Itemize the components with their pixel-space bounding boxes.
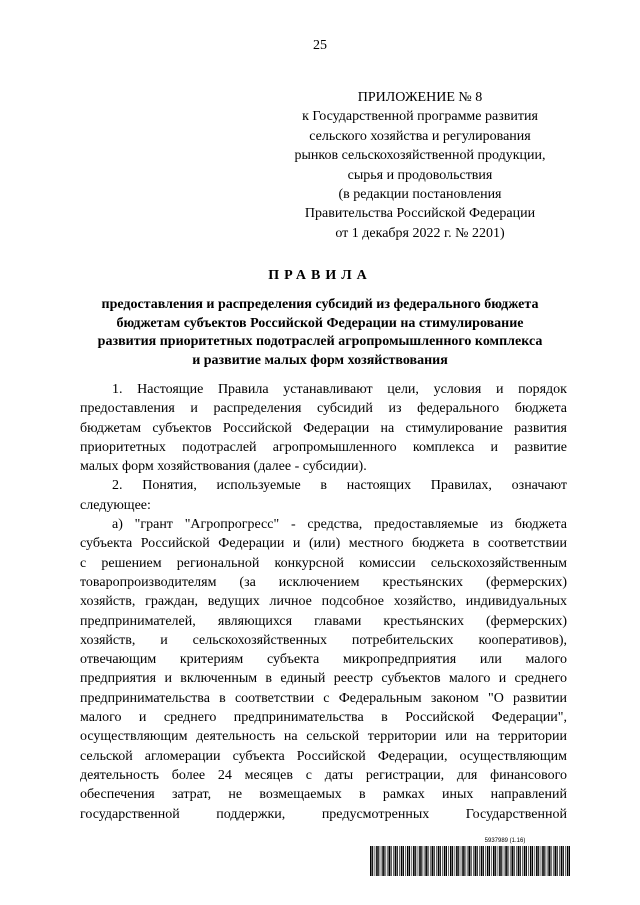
subtitle-line: развития приоритетных подотраслей агропромышленного комплекса — [97, 334, 543, 349]
paragraph — [80, 380, 567, 476]
paragraph-line: хозяйств, и сельскохозяйственных потребительских кооперативов), — [80, 632, 567, 648]
paragraph-line: 1. Настоящие Правила устанавливают цели, условия и порядок — [112, 382, 567, 397]
appendix-line: сельского хозяйства и регулирования — [309, 128, 531, 144]
paragraph-line: малого и среднего предпринимательства в Российской Федерации", — [80, 710, 567, 726]
page-number: 25 — [313, 38, 327, 53]
paragraph-line: предпринимательства в соответствии с Федеральным законом "О развитии — [80, 690, 567, 706]
appendix-block — [280, 88, 560, 243]
paragraph — [80, 515, 567, 824]
appendix-line: Правительства Российской Федерации — [304, 206, 536, 222]
paragraph-line: государственной поддержки, предусмотренных Государственной — [80, 806, 567, 822]
document-title: ПРАВИЛА — [268, 268, 372, 283]
paragraph-line: предпринимателей, являющихся главами крестьянских (фермерских) — [80, 613, 567, 629]
paragraph-line: деятельность более 24 месяцев с даты регистрации, для финансового — [80, 767, 567, 783]
appendix-line: сырья и продовольствия — [347, 167, 493, 183]
paragraph-line: с решением региональной конкурсной комиссии сельскохозяйственным — [80, 555, 567, 571]
paragraph-line: предприятия и включенным в единый реестр субъектов малого и среднего — [80, 671, 567, 687]
appendix-line: рынков сельскохозяйственной продукции, — [294, 148, 546, 164]
appendix-line: (в редакции постановления — [338, 187, 502, 203]
paragraph-line: товаропроизводителям (за исключением крестьянских (фермерских) — [80, 574, 567, 590]
subtitle-line: и развитие малых форм хозяйствования — [192, 352, 448, 368]
paragraph-line: 2. Понятия, используемые в настоящих Правилах, означают — [112, 478, 567, 494]
subtitle-line: предоставления и распределения субсидий из федерального бюджета — [101, 297, 539, 312]
paragraph — [80, 476, 567, 515]
paragraph-line: хозяйств, граждан, ведущих личное подсобное хозяйство, индивидуальных — [80, 594, 567, 610]
paragraph-line: осуществляющим деятельность на сельской территории или на территории — [80, 729, 567, 745]
document-code: 5937989 (1.16) — [484, 838, 526, 844]
appendix-line: к Государственной программе развития — [302, 109, 538, 125]
barcode-image — [370, 846, 570, 876]
paragraph-line: следующее: — [80, 497, 151, 513]
document-body — [80, 380, 567, 824]
paragraph-line: обеспечения затрат, не возмещаемых в рамках иных направлений — [80, 787, 567, 803]
appendix-line: от 1 декабря 2022 г. № 2201) — [335, 225, 505, 241]
subtitle-line: бюджетам субъектов Российской Федерации на стимулирование — [116, 315, 524, 331]
paragraph-line: а) "грант "Агропрогресс" - средства, предоставляемые из бюджета — [112, 517, 567, 533]
paragraph-line: субъекта Российской Федерации и (или) местного бюджета в соответствии — [80, 536, 567, 552]
paragraph-line: приоритетных подотраслей агропромышленного комплекса и развитие — [80, 439, 567, 455]
appendix-line: ПРИЛОЖЕНИЕ № 8 — [357, 90, 483, 105]
paragraph-line: сельской агломерации субъекта Российской Федерации, осуществляющим — [80, 748, 567, 764]
document-subtitle — [70, 296, 570, 370]
paragraph-line: отвечающим критериям субъекта микропредприятия или малого — [80, 652, 567, 668]
paragraph-line: предоставления и распределения субсидий из федерального бюджета — [80, 401, 567, 417]
paragraph-line: бюджетам субъектов Российской Федерации на стимулирование развития — [80, 420, 567, 436]
paragraph-line: малых форм хозяйствования (далее - субсидии). — [80, 459, 367, 475]
